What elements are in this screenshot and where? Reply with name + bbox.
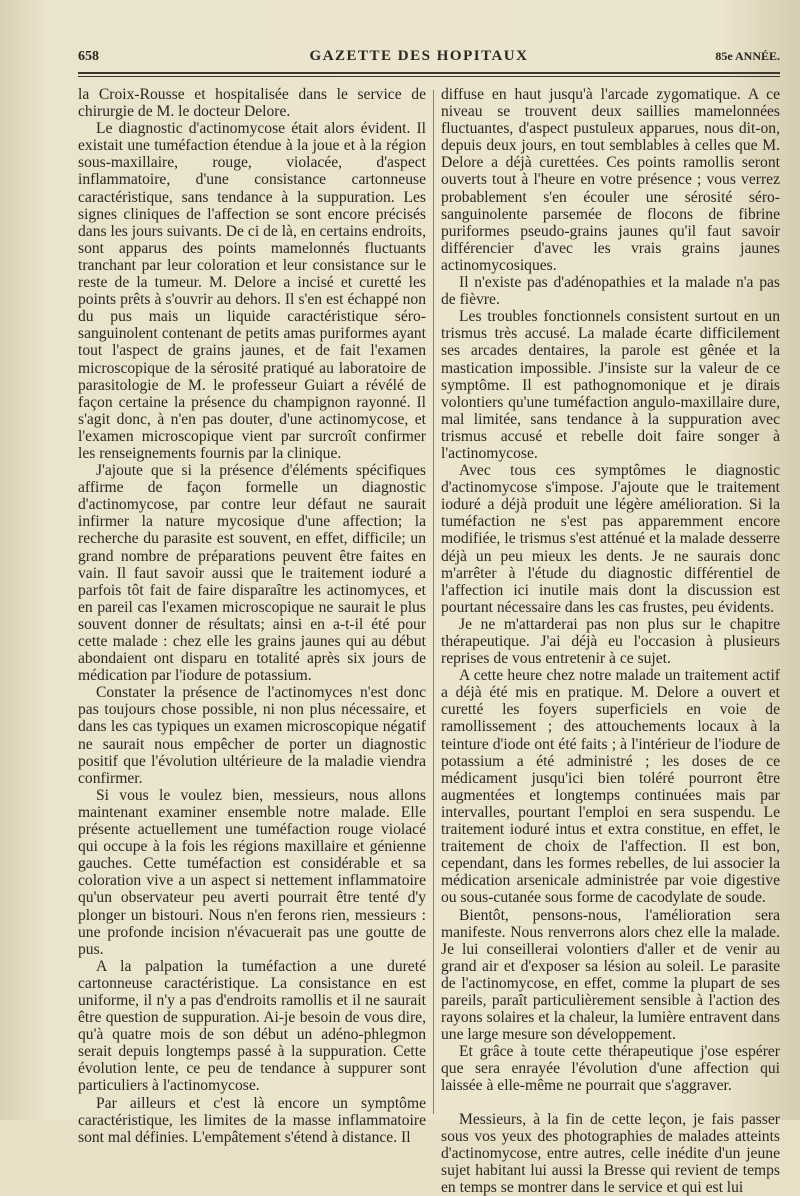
page-number: 658 [78,49,99,64]
paragraph: Par ailleurs et c'est là encore un symptôme caractéristique, les limites de la masse inflammatoire sont mal définies. L'empâtement s'étend à distance. Il [78,1094,426,1146]
header-rule-thick [78,72,780,74]
left-column [78,86,426,1146]
journal-title: GAZETTE DES HOPITAUX [309,48,529,64]
paragraph: A cette heure chez notre malade un traitement actif a déjà été mis en pratique. M. Delore a ouvert et curetté les foyers superficiels en voie de ramollissement ; des attouchements locaux à la teinture d'iode ont été faits ; à l'intérieur de l'iodure de potassium a été administré ; les doses de ce médicament jusqu'ici bien toléré pourront être augmentées et longtemps continuées mais par intervalles, pourtant l'emploi en sera suspendu. Le traitement ioduré intus et extra constitue, en effet, le traitement de choix de l'affection. Il est bon, cependant, dans les formes rebelles, de lui associer la médication arsenicale administrée par voie digestive ou sous-cutanée sous forme de cacodylate de soude. [441,667,780,907]
page-header [78,48,780,70]
paragraph: Avec tous ces symptômes le diagnostic d'actinomycose s'impose. J'ajoute que le traitement ioduré a déjà produit une légère amélioration. Si la tuméfaction ne s'est pas apparemment encore modifiée, le trismus s'est atténué et la malade desserre déjà un peu mieux les dents. Je ne saurais donc m'arrêter à l'étude du diagnostic différentiel de l'affection ici inutile mais dont la discussion est pourtant nécessaire dans les cas frustes, peu évidents. [441,462,780,616]
paragraph: Bientôt, pensons-nous, l'amélioration sera manifeste. Nous renverrons alors chez elle la malade. Je lui conseillerai volontiers d'aller et de venir au grand air et d'exposer sa lésion au soleil. Le parasite de l'actinomycose, en effet, comme la plupart de ses pareils, paraît particulièrement sensible à l'action des rayons solaires et la chaleur, la lumière entravent dans une large mesure son développement. [441,906,780,1044]
paragraph: Si vous le voulez bien, messieurs, nous allons maintenant examiner ensemble notre malade. Elle présente actuellement une tuméfaction rouge violacé qui occupe à la fois les régions maxillaire et génienne gauches. Cette tuméfaction est considérable et sa coloration vive a un aspect si nettement inflammatoire qu'un observateur peu averti pourrait être tenté d'y plonger un bistouri. Nous n'en ferons rien, messieurs : une profonde incision n'évacuerait pas une goutte de pus. [78,786,426,958]
paragraph: Le diagnostic d'actinomycose était alors évident. Il existait une tuméfaction étendue à la joue et à la région sous-maxillaire, rouge, violacée, d'aspect inflammatoire, d'une consistance cartonneuse caractéristique, sans tendance à la suppuration. Les signes cliniques de l'affection se sont encore précisés dans les jours suivants. De ci de là, en certains endroits, sont apparus des points mamelonnés fluctuants tranchant par leur coloration et leur consistance sur le reste de la tumeur. M. Delore a incisé et curetté les points prêts à s'ouvrir au dehors. Il s'en est échappé non du pus mais un liquide caractéristique séro-sanguinolent contenant de petits amas puriformes ayant tout l'aspect de grains jaunes, et de fait l'examen microscopique de la sérosité pratiqué au laboratoire de parasitologie de M. le professeur Guiart a révélé de façon certaine la présence du champignon rayonné. Il s'agit donc, à n'en pas douter, d'une actinomycose, et l'examen microscopique vient par surcroît confirmer les renseignements fournis par la clinique. [78,120,426,462]
year-label: 85e ANNÉE. [715,49,780,63]
paragraph: Constater la présence de l'actinomyces n'est donc pas toujours chose possible, ni non plus nécessaire, et dans les cas typiques un examen microscopique négatif ne saurait nous empêcher de porter un diagnostic positif que l'évolution ultérieure de la maladie viendra confirmer. [78,684,426,787]
paragraph: la Croix-Rousse et hospitalisée dans le service de chirurgie de M. le docteur Delore. [78,86,426,121]
header-rule-thin [78,76,780,77]
paragraph: diffuse en haut jusqu'à l'arcade zygomatique. A ce niveau se trouvent deux saillies mamelonnées fluctuantes, d'aspect pustuleux apparues, nous dit-on, depuis deux jours, en tout semblables à celles que M. Delore a déjà curettées. Ces points ramollis seront ouverts tout à l'heure en votre présence ; vous verrez probablement s'en écouler une sérosité séro-sanguinolente parsemée de flocons de fibrine puriformes pseudo-grains jaunes qu'il faut savoir différencier d'avec les vrais grains jaunes actinomycosiques. [441,86,780,274]
right-column [441,86,780,1196]
paragraph: A la palpation la tuméfaction a une dureté cartonneuse caractéristique. La consistance en est uniforme, il n'y a pas d'endroits ramollis et il ne saurait être question de suppuration. Ai-je besoin de vous dire, qu'à quatre mois de son début un adéno-phlegmon serait depuis longtemps passé à la suppuration. Cette évolution lente, ce peu de tendance à suppurer sont particuliers à l'actinomycose. [78,957,426,1095]
paragraph: J'ajoute que si la présence d'éléments spécifiques affirme de façon formelle un diagnostic d'actinomycose, par contre leur défaut ne saurait infirmer la nature mycosique d'une affection; la recherche du parasite est souvent, en effet, difficile; un grand nombre de préparations peuvent être faites en vain. Il faut savoir aussi que le traitement ioduré a parfois tôt fait de faire disparaître les actinomyces, et en pareil cas l'examen microscopique ne saurait le plus souvent donner de résultats; ainsi en a-t-il été pour cette malade : chez elle les grains jaunes qui au début abondaient ont disparu en totalité après six jours de médication par l'iodure de potassium. [78,462,426,685]
column-divider [433,90,434,1114]
paragraph: Messieurs, à la fin de cette leçon, je fais passer sous vos yeux des photographies de malades atteints d'actinomycose, entre autres, celle inédite d'un jeune sujet habitant lui aussi la Bresse qui revient de temps en temps se montrer dans le service et qui est lui [441,1110,780,1196]
paragraph: Il n'existe pas d'adénopathies et la malade n'a pas de fièvre. [441,274,780,309]
paragraph: Les troubles fonctionnels consistent surtout en un trismus très accusé. La malade écarte difficilement ses arcades dentaires, la parole est gênée et la mastication impossible. J'insiste sur la valeur de ce symptôme. Il est pathognomonique et je dirais volontiers qu'une tuméfaction angulo-maxillaire dure, mal limitée, sans tendance à la suppuration avec trismus accusé et rebelle doit faire songer à l'actinomycose. [441,308,780,462]
paragraph: Et grâce à toute cette thérapeutique j'ose espérer que sera enrayée l'évolution d'une affection qui laissée à elle-même ne pourrait que s'aggraver. [441,1043,780,1095]
paragraph: Je ne m'attarderai pas non plus sur le chapitre thérapeutique. J'ai déjà eu l'occasion à plusieurs reprises de vous entretenir à ce sujet. [441,615,780,668]
